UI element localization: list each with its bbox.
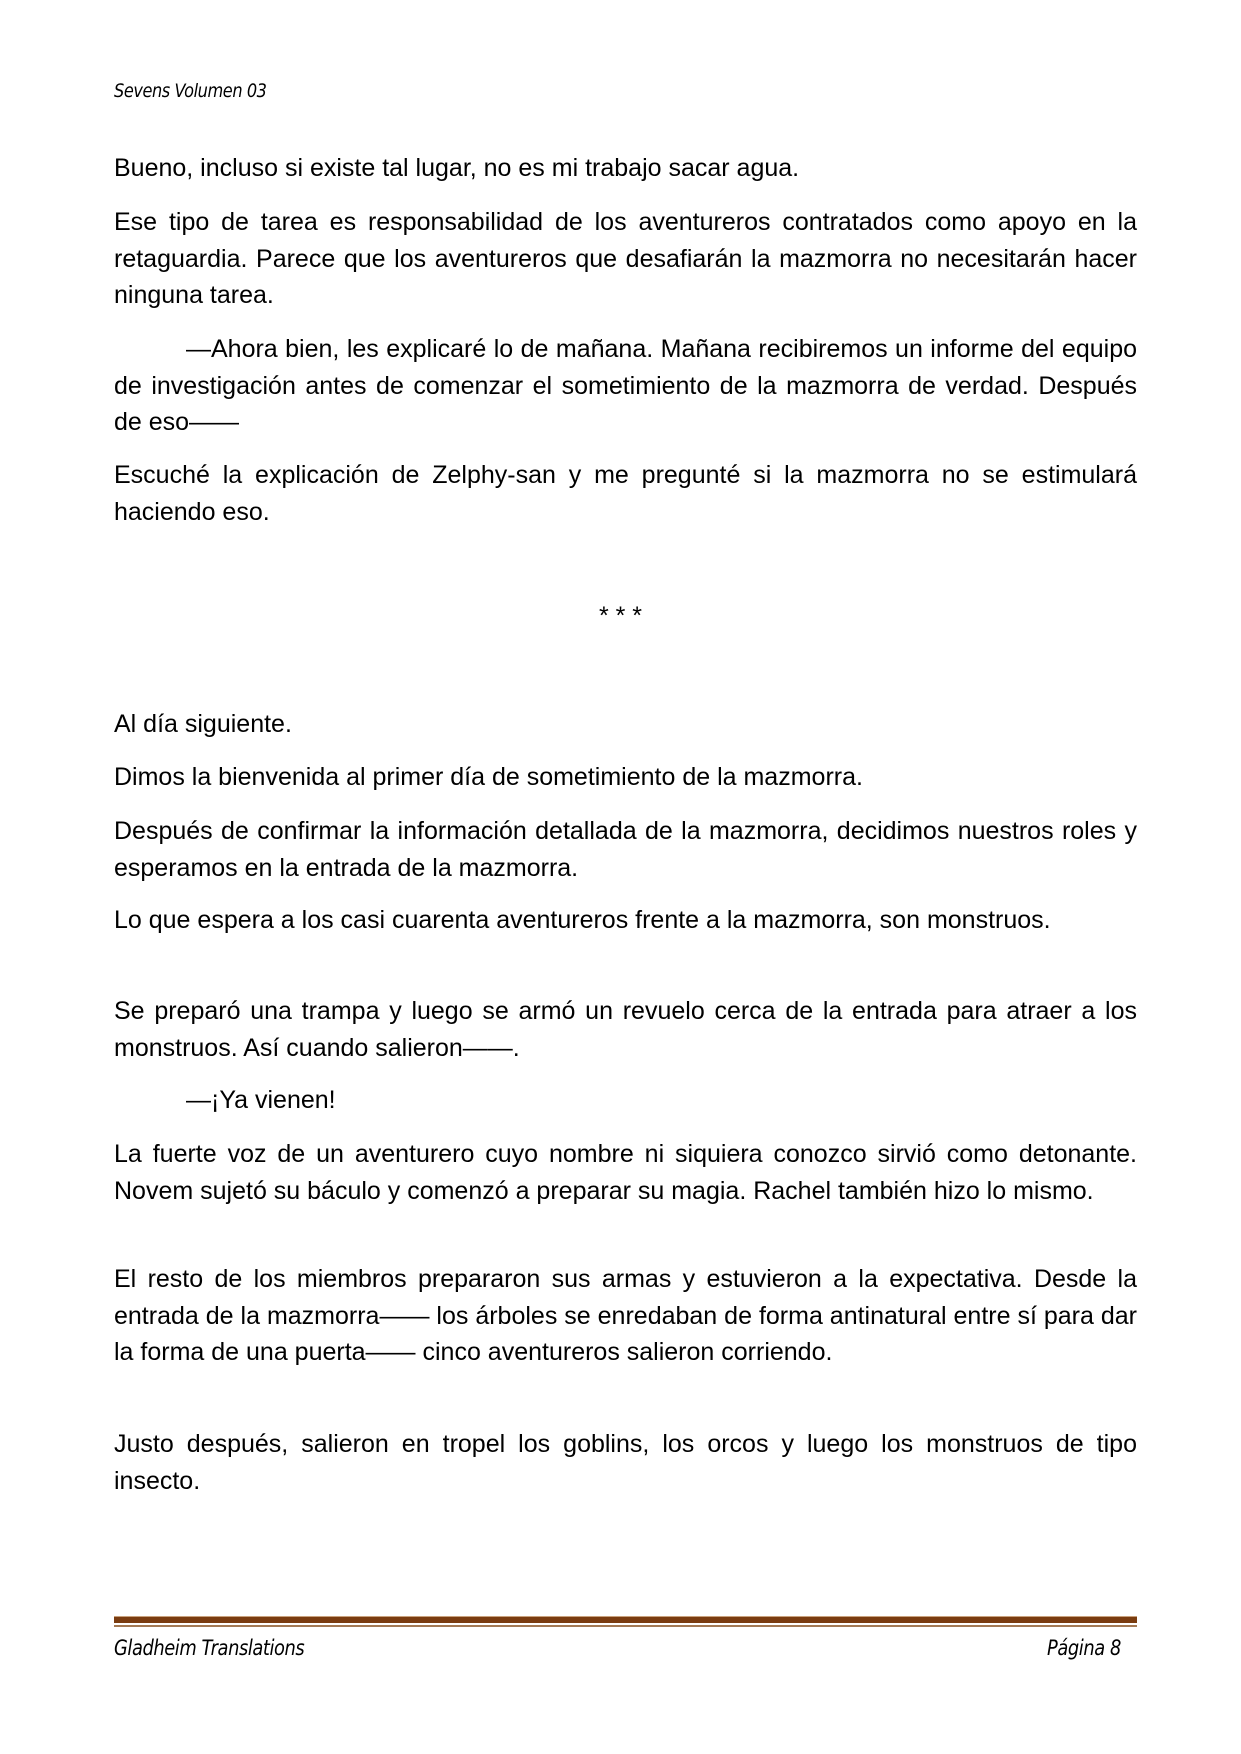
paragraph: Justo después, salieron en tropel los goblins, los orcos y luego los monstruos de tipo insecto. — [114, 1430, 1137, 1495]
footer-rule — [114, 1616, 1137, 1623]
dialogue-paragraph: —Ahora bien, les explicaré lo de mañana. Mañana recibiremos un informe del equipo de investigación antes de comenzar el sometimiento de la mazmorra de verdad. Después de eso—— — [114, 335, 1137, 436]
paragraph: Después de confirmar la información detallada de la mazmorra, decidimos nuestros roles y esperamos en la entrada de la mazmorra. — [114, 817, 1137, 882]
dialogue-paragraph: —¡Ya vienen! — [186, 1086, 336, 1114]
paragraph: Al día siguiente. — [114, 710, 292, 738]
page-number: Página 8 — [1047, 1636, 1121, 1660]
paragraph: La fuerte voz de un aventurero cuyo nombre ni siquiera conozco sirvió como detonante. Novem sujetó su báculo y comenzó a preparar su magia. Rachel también hizo lo mismo. — [114, 1140, 1137, 1205]
footer-publisher: Gladheim Translations — [114, 1636, 305, 1660]
running-header: Sevens Volumen 03 — [114, 80, 267, 102]
paragraph: Ese tipo de tarea es responsabilidad de los aventureros contratados como apoyo en la retaguardia. Parece que los aventureros que desafiarán la mazmorra no necesitarán hacer ninguna tarea. — [114, 208, 1137, 309]
footer-rule-thin — [114, 1625, 1137, 1627]
paragraph: Dimos la bienvenida al primer día de sometimiento de la mazmorra. — [114, 763, 863, 791]
paragraph: Escuché la explicación de Zelphy-san y me pregunté si la mazmorra no se estimulará haciendo eso. — [114, 461, 1137, 526]
paragraph: Bueno, incluso si existe tal lugar, no es mi trabajo sacar agua. — [114, 154, 800, 182]
paragraph: Lo que espera a los casi cuarenta aventureros frente a la mazmorra, son monstruos. — [114, 906, 1051, 934]
scene-break: * * * — [598, 602, 643, 630]
paragraph: Se preparó una trampa y luego se armó un revuelo cerca de la entrada para atraer a los monstruos. Así cuando salieron——. — [114, 997, 1137, 1062]
paragraph: El resto de los miembros prepararon sus armas y estuvieron a la expectativa. Desde la entrada de la mazmorra—— los árboles se enredaban de forma antinatural entre sí para dar la forma de una puerta—— cinco aventureros salieron corriendo. — [114, 1265, 1137, 1366]
